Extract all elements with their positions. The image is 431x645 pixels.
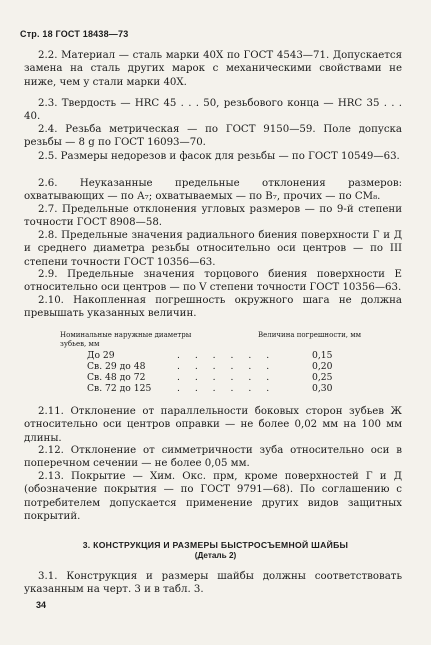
clause-2-4: 2.4. Резьба метрическая — по ГОСТ 9150—59. Поле допуска резьбы — 8 g по ГОСТ 16093—70.	[24, 124, 402, 149]
row-leader: . . . . . .	[177, 350, 276, 361]
row-leader: . . . . . .	[177, 372, 276, 383]
clause-2-12: 2.12. Отклонение от симметричности зуба относительно оси в поперечном сечении — не более 0,05 мм.	[24, 445, 402, 470]
clause-2-9: 2.9. Предельные значения торцового биения поверхности Е относительно оси центров — по V степени точности ГОСТ 10356—63.	[24, 269, 402, 294]
row-range: Св. 29 до 48	[87, 361, 146, 372]
row-leader: . . . . . .	[177, 383, 276, 394]
row-range: До 29	[87, 350, 115, 361]
clause-2-13: 2.13. Покрытие — Хим. Окс. прм, кроме поверхностей Г и Д (обозначение покрытия — по ГОСТ 9791—68). По соглашению с потребителем допускается применение других видов защитных покрытий.	[24, 471, 402, 523]
clause-2-3: 2.3. Твердость — HRC 45 . . . 50, резьбового конца — HRC 35 . . . 40.	[24, 98, 402, 123]
row-value: 0,15	[312, 350, 333, 361]
row-leader: . . . . . .	[177, 361, 276, 372]
row-range: Св. 72 до 125	[87, 383, 152, 394]
clause-2-6: 2.6. Неуказанные предельные отклонения размеров: охватывающих — по А₇; охватываемых — по В₇, прочих — по СМ₈.	[24, 178, 402, 203]
clause-2-2: 2.2. Материал — сталь марки 40Х по ГОСТ 4543—71. Допускается замена на сталь других марок с механическими свойствами не ниже, чем у стали марки 40Х.	[24, 50, 402, 88]
page-number: 34	[36, 600, 47, 610]
section-title: 3. КОНСТРУКЦИЯ И РАЗМЕРЫ БЫСТРОСЪЕМНОЙ ШАЙБЫ	[82, 540, 349, 550]
row-value: 0,25	[312, 372, 333, 383]
clause-3-1: 3.1. Конструкция и размеры шайбы должны соответствовать указанным на черт. 3 и в табл. 3.	[24, 571, 402, 596]
clause-2-11: 2.11. Отклонение от параллельности боковых сторон зубьев Ж относительно оси центров оправки — не более 0,02 мм на 100 мм длины.	[24, 406, 402, 444]
table-col-diameter-header: Номинальные наружные диаметры зубьев, мм	[60, 331, 192, 348]
clause-2-5: 2.5. Размеры недорезов и фасок для резьбы — по ГОСТ 10549—63.	[38, 151, 400, 162]
running-header: Стр. 18 ГОСТ 18438—73	[20, 29, 129, 39]
clause-2-7: 2.7. Предельные отклонения угловых размеров — по 9-й степени точности ГОСТ 8908—58.	[24, 204, 402, 229]
row-value: 0,30	[312, 383, 333, 394]
section-subtitle: (Деталь 2)	[194, 551, 237, 560]
table-col-error-header: Величина погрешности, мм	[258, 331, 362, 339]
row-value: 0,20	[312, 361, 333, 372]
row-range: Св. 48 до 72	[87, 372, 146, 383]
table-row	[87, 383, 387, 395]
clause-2-10: 2.10. Накопленная погрешность окружного шага не должна превышать указанных величин.	[24, 295, 402, 320]
clause-2-8: 2.8. Предельные значения радиального биения поверхности Г и Д и среднего диаметра резьбы относительно оси центров — по III степени точности ГОСТ 10356—63.	[24, 230, 402, 268]
